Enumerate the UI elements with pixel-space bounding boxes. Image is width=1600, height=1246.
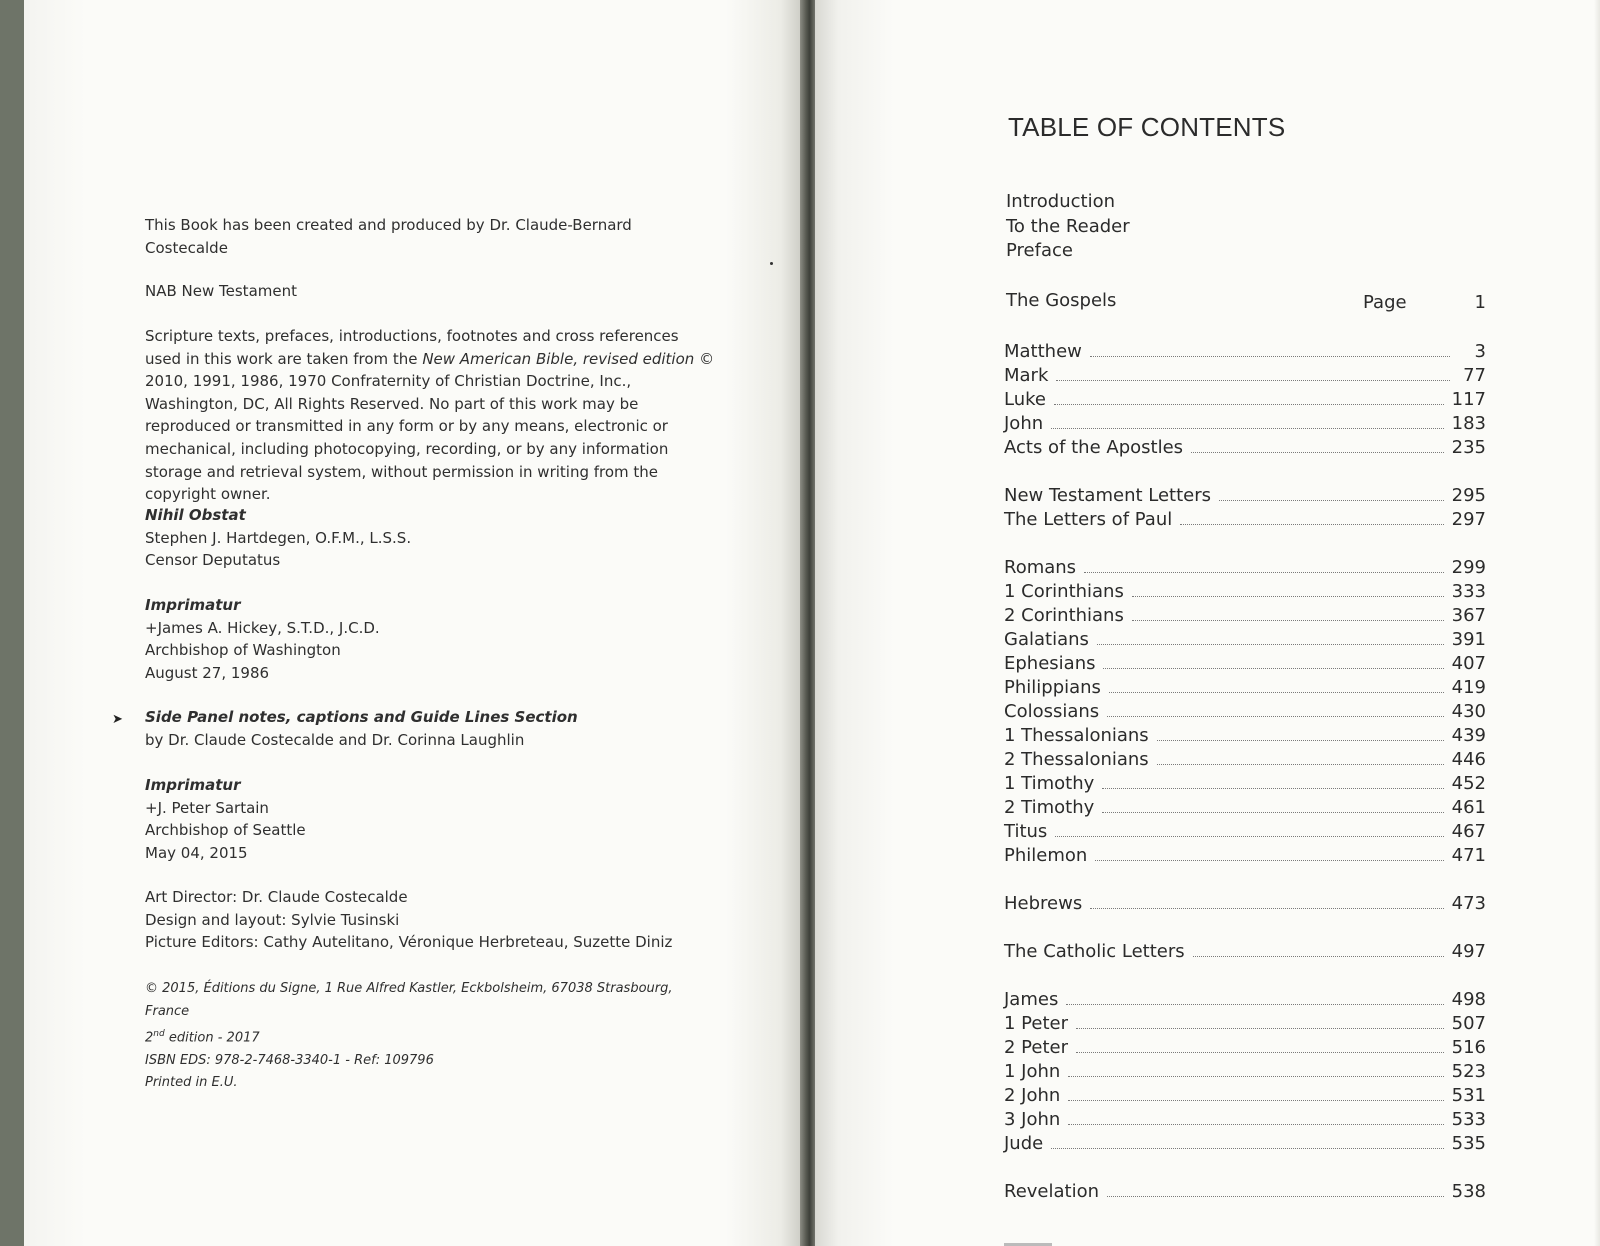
toc-entry-title: 1 Corinthians [1004, 581, 1124, 602]
toc-entry-title: 1 Thessalonians [1004, 725, 1149, 746]
toc-entry-title: 2 Corinthians [1004, 605, 1124, 626]
toc-entry [1004, 1034, 1486, 1058]
toc-entry [1004, 1106, 1486, 1130]
toc-entry-page: 333 [1451, 581, 1486, 602]
gospels-label: The Gospels [1006, 290, 1117, 311]
toc-entry-title: 2 Timothy [1004, 797, 1095, 818]
dot-leader [1090, 908, 1443, 909]
toc-entry-title: John [1004, 413, 1044, 434]
toc-entry-page: 467 [1451, 821, 1486, 842]
toc-entry [1004, 794, 1486, 818]
page-column-label: Page [1363, 292, 1407, 313]
toc-entry-page: 77 [1463, 365, 1486, 386]
credit-line: This Book has been created and produced by Dr. Claude-Bernard Costecalde [145, 216, 632, 257]
staff-line: Art Director: Dr. Claude Costecalde [145, 888, 408, 906]
toc-entry-title: 2 Peter [1004, 1037, 1068, 1058]
toc-entry [1004, 602, 1486, 626]
toc-entry-page: 471 [1451, 845, 1486, 866]
dot-leader [1132, 596, 1444, 597]
toc-entry [1004, 554, 1486, 578]
imprimatur-heading: Imprimatur [145, 776, 241, 794]
toc-entry-title: 1 Peter [1004, 1013, 1068, 1034]
toc-entry-title: Titus [1004, 821, 1048, 842]
dot-leader [1068, 1124, 1443, 1125]
dot-leader [1103, 668, 1443, 669]
toc-entry-title: Matthew [1004, 341, 1082, 362]
dot-leader [1051, 428, 1444, 429]
toc-entry [1004, 650, 1486, 674]
toc-entry [1004, 506, 1486, 530]
dot-leader [1055, 836, 1443, 837]
toc-entry [1004, 1082, 1486, 1106]
toc-entry-title: 1 John [1004, 1061, 1061, 1082]
dot-leader [1095, 860, 1443, 861]
toc-entry-page: 430 [1451, 701, 1486, 722]
toc-entry-page: 117 [1451, 389, 1486, 410]
toc-entry-page: 498 [1451, 989, 1486, 1010]
toc-entry-page: 295 [1451, 485, 1486, 506]
dot-leader [1180, 524, 1443, 525]
toc-entry [1004, 722, 1486, 746]
dot-leader [1157, 740, 1444, 741]
toc-entry-page: 391 [1451, 629, 1486, 650]
toc-entry-title: Colossians [1004, 701, 1100, 722]
dot-leader [1193, 956, 1444, 957]
toc-entry-page: 497 [1451, 941, 1486, 962]
toc-entry-page: 3 [1474, 341, 1486, 362]
scripture-text-prefix: Scripture texts, prefaces, introductions, footnotes and cross references used in this work are taken from the [145, 327, 679, 368]
copyright-line: © 2015, Éditions du Signe, 1 Rue Alfred Kastler, Eckbolsheim, 67038 Strasbourg, France [145, 981, 673, 1019]
dot-leader [1068, 1100, 1443, 1101]
edition-text: edition - 2017 [164, 1030, 260, 1046]
toc-entry [1004, 1010, 1486, 1034]
toc-entry [1004, 938, 1486, 962]
toc-entry [1004, 410, 1486, 434]
toc-entry-page: 446 [1451, 749, 1486, 770]
toc-front-item: Preface [1006, 240, 1073, 261]
toc-front-item: To the Reader [1006, 215, 1130, 237]
toc-entry [1004, 986, 1486, 1010]
printed-line: Printed in E.U. [145, 1075, 238, 1091]
toc-title: TABLE OF CONTENTS [1008, 112, 1286, 142]
toc-entry-page: 538 [1451, 1181, 1486, 1202]
toc-entry-page: 507 [1451, 1013, 1486, 1034]
imprimatur-block-2 [145, 774, 715, 864]
toc-entry-page: 461 [1451, 797, 1486, 818]
dot-leader [1076, 1052, 1444, 1053]
toc-entry-title: Ephesians [1004, 653, 1096, 674]
imprimatur-block-1 [145, 594, 715, 684]
toc-entry-title: 2 Thessalonians [1004, 749, 1149, 770]
toc-entry [1004, 626, 1486, 650]
dot-leader [1084, 572, 1444, 573]
toc-entry-title: 1 Timothy [1004, 773, 1095, 794]
toc-entry-title: Hebrews [1004, 893, 1083, 914]
side-panel-line: by Dr. Claude Costecalde and Dr. Corinna Laughlin [145, 730, 525, 749]
toc-entry-page: 299 [1451, 557, 1486, 578]
dot-leader [1157, 764, 1444, 765]
edition-line [145, 1023, 715, 1050]
dot-leader [1109, 692, 1444, 693]
pointer-mark-icon: ➤ [112, 712, 123, 727]
imprimatur-line: +James A. Hickey, S.T.D., J.C.D. [145, 618, 380, 637]
toc-gospels-header [1006, 290, 1486, 311]
toc-entry-page: 523 [1451, 1061, 1486, 1082]
toc-entry-page: 183 [1451, 413, 1486, 434]
dot-leader [1054, 404, 1444, 405]
toc-entry [1004, 890, 1486, 914]
edition-ordinal: nd [153, 1029, 165, 1039]
imprimatur-line: May 04, 2015 [145, 843, 248, 862]
toc-entry-title: 2 John [1004, 1085, 1061, 1106]
toc-entry [1004, 674, 1486, 698]
speck-mark [770, 262, 773, 265]
toc-front-matter [1006, 190, 1130, 264]
toc-entry-page: 452 [1451, 773, 1486, 794]
nihil-obstat-line: Stephen J. Hartdegen, O.F.M., L.S.S. [145, 528, 412, 547]
toc-entry-title: 3 John [1004, 1109, 1061, 1130]
toc-entry [1004, 1178, 1486, 1202]
dot-leader [1102, 788, 1443, 789]
cut-off-entry [1004, 1236, 1064, 1246]
toc-entry-page: 473 [1451, 893, 1486, 914]
toc-entry-title: Revelation [1004, 1181, 1100, 1202]
dot-leader [1132, 620, 1444, 621]
toc-entry-page: 516 [1451, 1037, 1486, 1058]
dot-leader [1068, 1076, 1443, 1077]
imprimatur-line: +J. Peter Sartain [145, 798, 269, 817]
imprint-block [145, 978, 715, 1095]
toc-entry-page: 419 [1451, 677, 1486, 698]
dot-leader [1107, 1196, 1444, 1197]
scripture-paragraph [145, 325, 715, 506]
toc-entry [1004, 770, 1486, 794]
toc-entry [1004, 482, 1486, 506]
toc-entry-title: The Letters of Paul [1004, 509, 1173, 530]
toc-entry [1004, 386, 1486, 410]
imprimatur-line: Archbishop of Seattle [145, 821, 306, 840]
dot-leader [1051, 1148, 1443, 1149]
toc-entry-title: Jude [1004, 1133, 1044, 1154]
dot-leader [1090, 356, 1450, 357]
isbn-line: ISBN EDS: 978-2-7468-3340-1 - Ref: 109796 [145, 1052, 434, 1068]
dot-leader [1191, 452, 1444, 453]
nihil-obstat-line: Censor Deputatus [145, 551, 281, 570]
toc-entry-page: 439 [1451, 725, 1486, 746]
toc-entry-title: Romans [1004, 557, 1077, 578]
toc-entry-title: New Testament Letters [1004, 485, 1212, 506]
toc-entry-title: James [1004, 989, 1059, 1010]
scripture-edition-title: New American Bible, revised edition [422, 349, 695, 368]
staff-block [145, 886, 715, 954]
toc-entry [1004, 434, 1486, 458]
dot-leader [1076, 1028, 1444, 1029]
imprimatur-line: August 27, 1986 [145, 663, 270, 682]
scripture-text-suffix: © 2010, 1991, 1986, 1970 Confraternity of Christian Doctrine, Inc., Washington, DC, All Rights Reserved. No part of this work may be reproduced or transmitted in any form or by any means, electronic or mechanical, including photocopying, recording, or by any information storage and retrieval system, without permission in writing from the copyright owner. [145, 349, 715, 504]
gospels-page-number: 1 [1474, 292, 1486, 313]
toc-entry-title: The Catholic Letters [1004, 941, 1185, 962]
side-panel-block [145, 706, 715, 751]
toc-entry [1004, 338, 1486, 362]
toc-entry-title: Luke [1004, 389, 1046, 410]
staff-line: Design and layout: Sylvie Tusinski [145, 910, 400, 929]
dot-leader [1219, 500, 1444, 501]
toc-entry-title: Philemon [1004, 845, 1088, 866]
toc-entry-page: 235 [1451, 437, 1486, 458]
dot-leader [1056, 380, 1450, 381]
toc-entry [1004, 698, 1486, 722]
dot-leader [1066, 1004, 1443, 1005]
nihil-obstat-block [145, 504, 715, 572]
nihil-obstat-heading: Nihil Obstat [145, 506, 246, 524]
dot-leader [1097, 644, 1444, 645]
dot-leader [1107, 716, 1443, 717]
book-spine [800, 0, 816, 1246]
toc-entry [1004, 746, 1486, 770]
toc-entry [1004, 842, 1486, 866]
toc-entry [1004, 1058, 1486, 1082]
toc-entry [1004, 578, 1486, 602]
imprimatur-line: Archbishop of Washington [145, 641, 341, 660]
toc-front-item: Introduction [1006, 191, 1116, 212]
edition-number: 2 [145, 1030, 154, 1046]
toc-entry-title: Acts of the Apostles [1004, 437, 1184, 458]
toc-entry-page: 531 [1451, 1085, 1486, 1106]
toc-entry-title: Galatians [1004, 629, 1089, 650]
toc-entry [1004, 362, 1486, 386]
staff-line: Picture Editors: Cathy Autelitano, Véronique Herbreteau, Suzette Diniz [145, 933, 673, 952]
toc-entry-page: 297 [1451, 509, 1486, 530]
toc-entry-title: Philippians [1004, 677, 1101, 698]
dot-leader [1102, 812, 1443, 813]
toc-entry-page: 367 [1451, 605, 1486, 626]
toc-entry-page: 407 [1451, 653, 1486, 674]
toc-entry-page: 535 [1451, 1133, 1486, 1154]
side-panel-heading: Side Panel notes, captions and Guide Lines Section [145, 708, 578, 726]
nab-title: NAB New Testament [145, 282, 297, 300]
toc-entry-page: 533 [1451, 1109, 1486, 1130]
toc-entry [1004, 818, 1486, 842]
toc-entry-title: Mark [1004, 365, 1049, 386]
toc-entry [1004, 1130, 1486, 1154]
imprimatur-heading: Imprimatur [145, 596, 241, 614]
